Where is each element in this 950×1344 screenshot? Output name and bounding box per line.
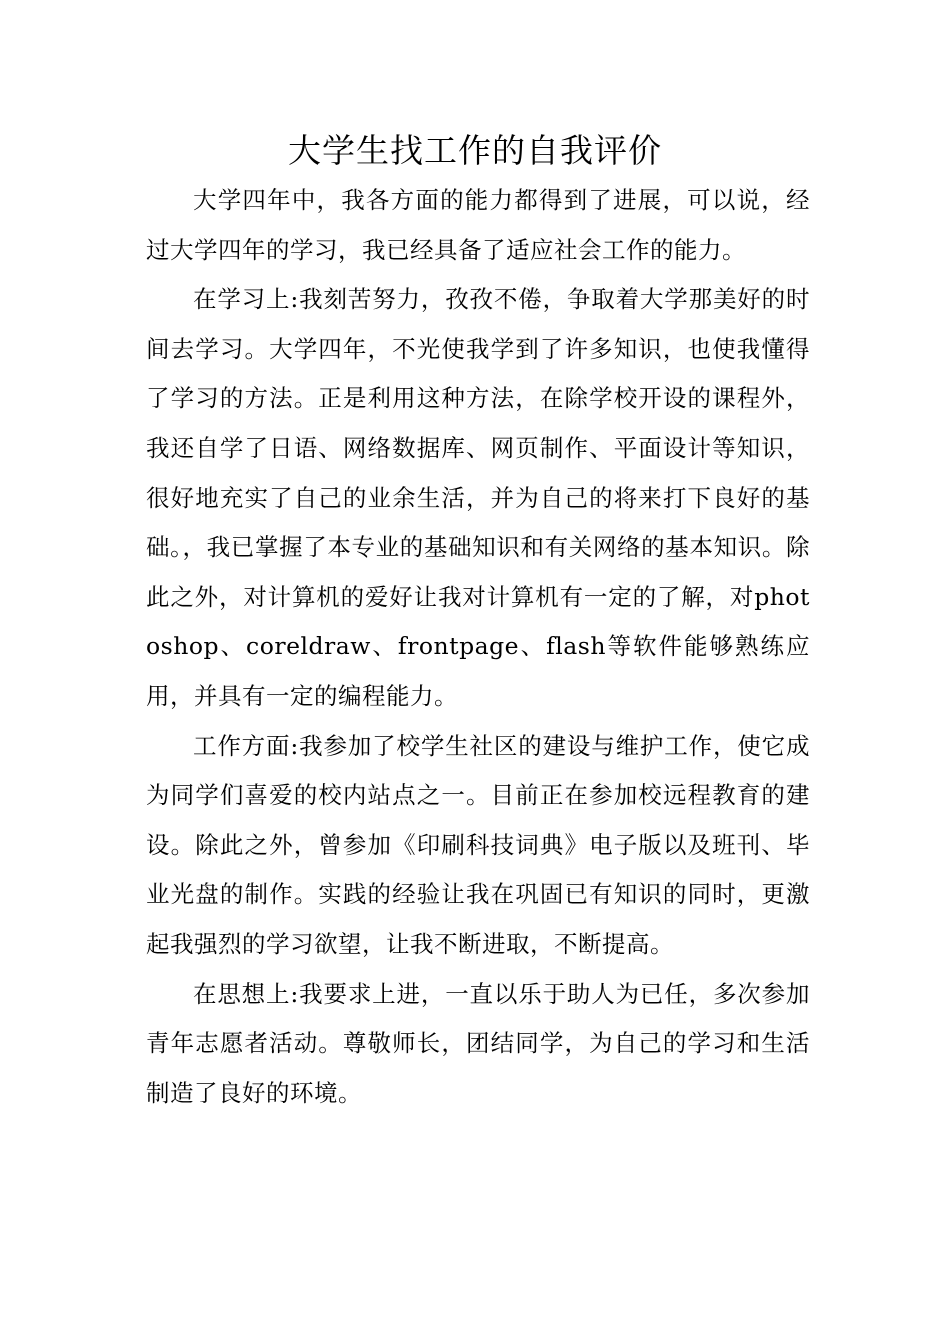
paragraph-intro: 大学四年中，我各方面的能力都得到了进展，可以说，经过大学四年的学习，我已经具备了适应社会工作的能力。 <box>146 186 810 264</box>
paragraph-thought: 在思想上:我要求上进，一直以乐于助人为已任，多次参加青年志愿者活动。尊敬师长，团结同学，为自己的学习和生活制造了良好的环境。 <box>146 979 810 1107</box>
paragraph-work: 工作方面:我参加了校学生社区的建设与维护工作，使它成为同学们喜爱的校内站点之一。目前正在参加校远程教育的建设。除此之外，曾参加《印刷科技词典》电子版以及班刊、毕业光盘的制作。实践的经验让我在巩固已有知识的同时，更激起我强烈的学习欲望，让我不断进取，不断提高。 <box>146 731 810 958</box>
document-title: 大学生找工作的自我评价 <box>288 131 662 170</box>
paragraph-study: 在学习上:我刻苦努力，孜孜不倦，争取着大学那美好的时间去学习。大学四年，不光使我学到了许多知识，也使我懂得了学习的方法。正是利用这种方法，在除学校开设的课程外，我还自学了日语、网络数据库、网页制作、平面设计等知识，很好地充实了自己的业余生活，并为自己的将来打下良好的基础。，我已掌握了本专业的基础知识和有关网络的基本知识。除此之外，对计算机的爱好让我对计算机有一定的了解，对photoshop、coreldraw、frontpage、flash等软件能够熟练应用，并具有一定的编程能力。 <box>146 285 810 710</box>
document-body <box>146 176 810 1118</box>
